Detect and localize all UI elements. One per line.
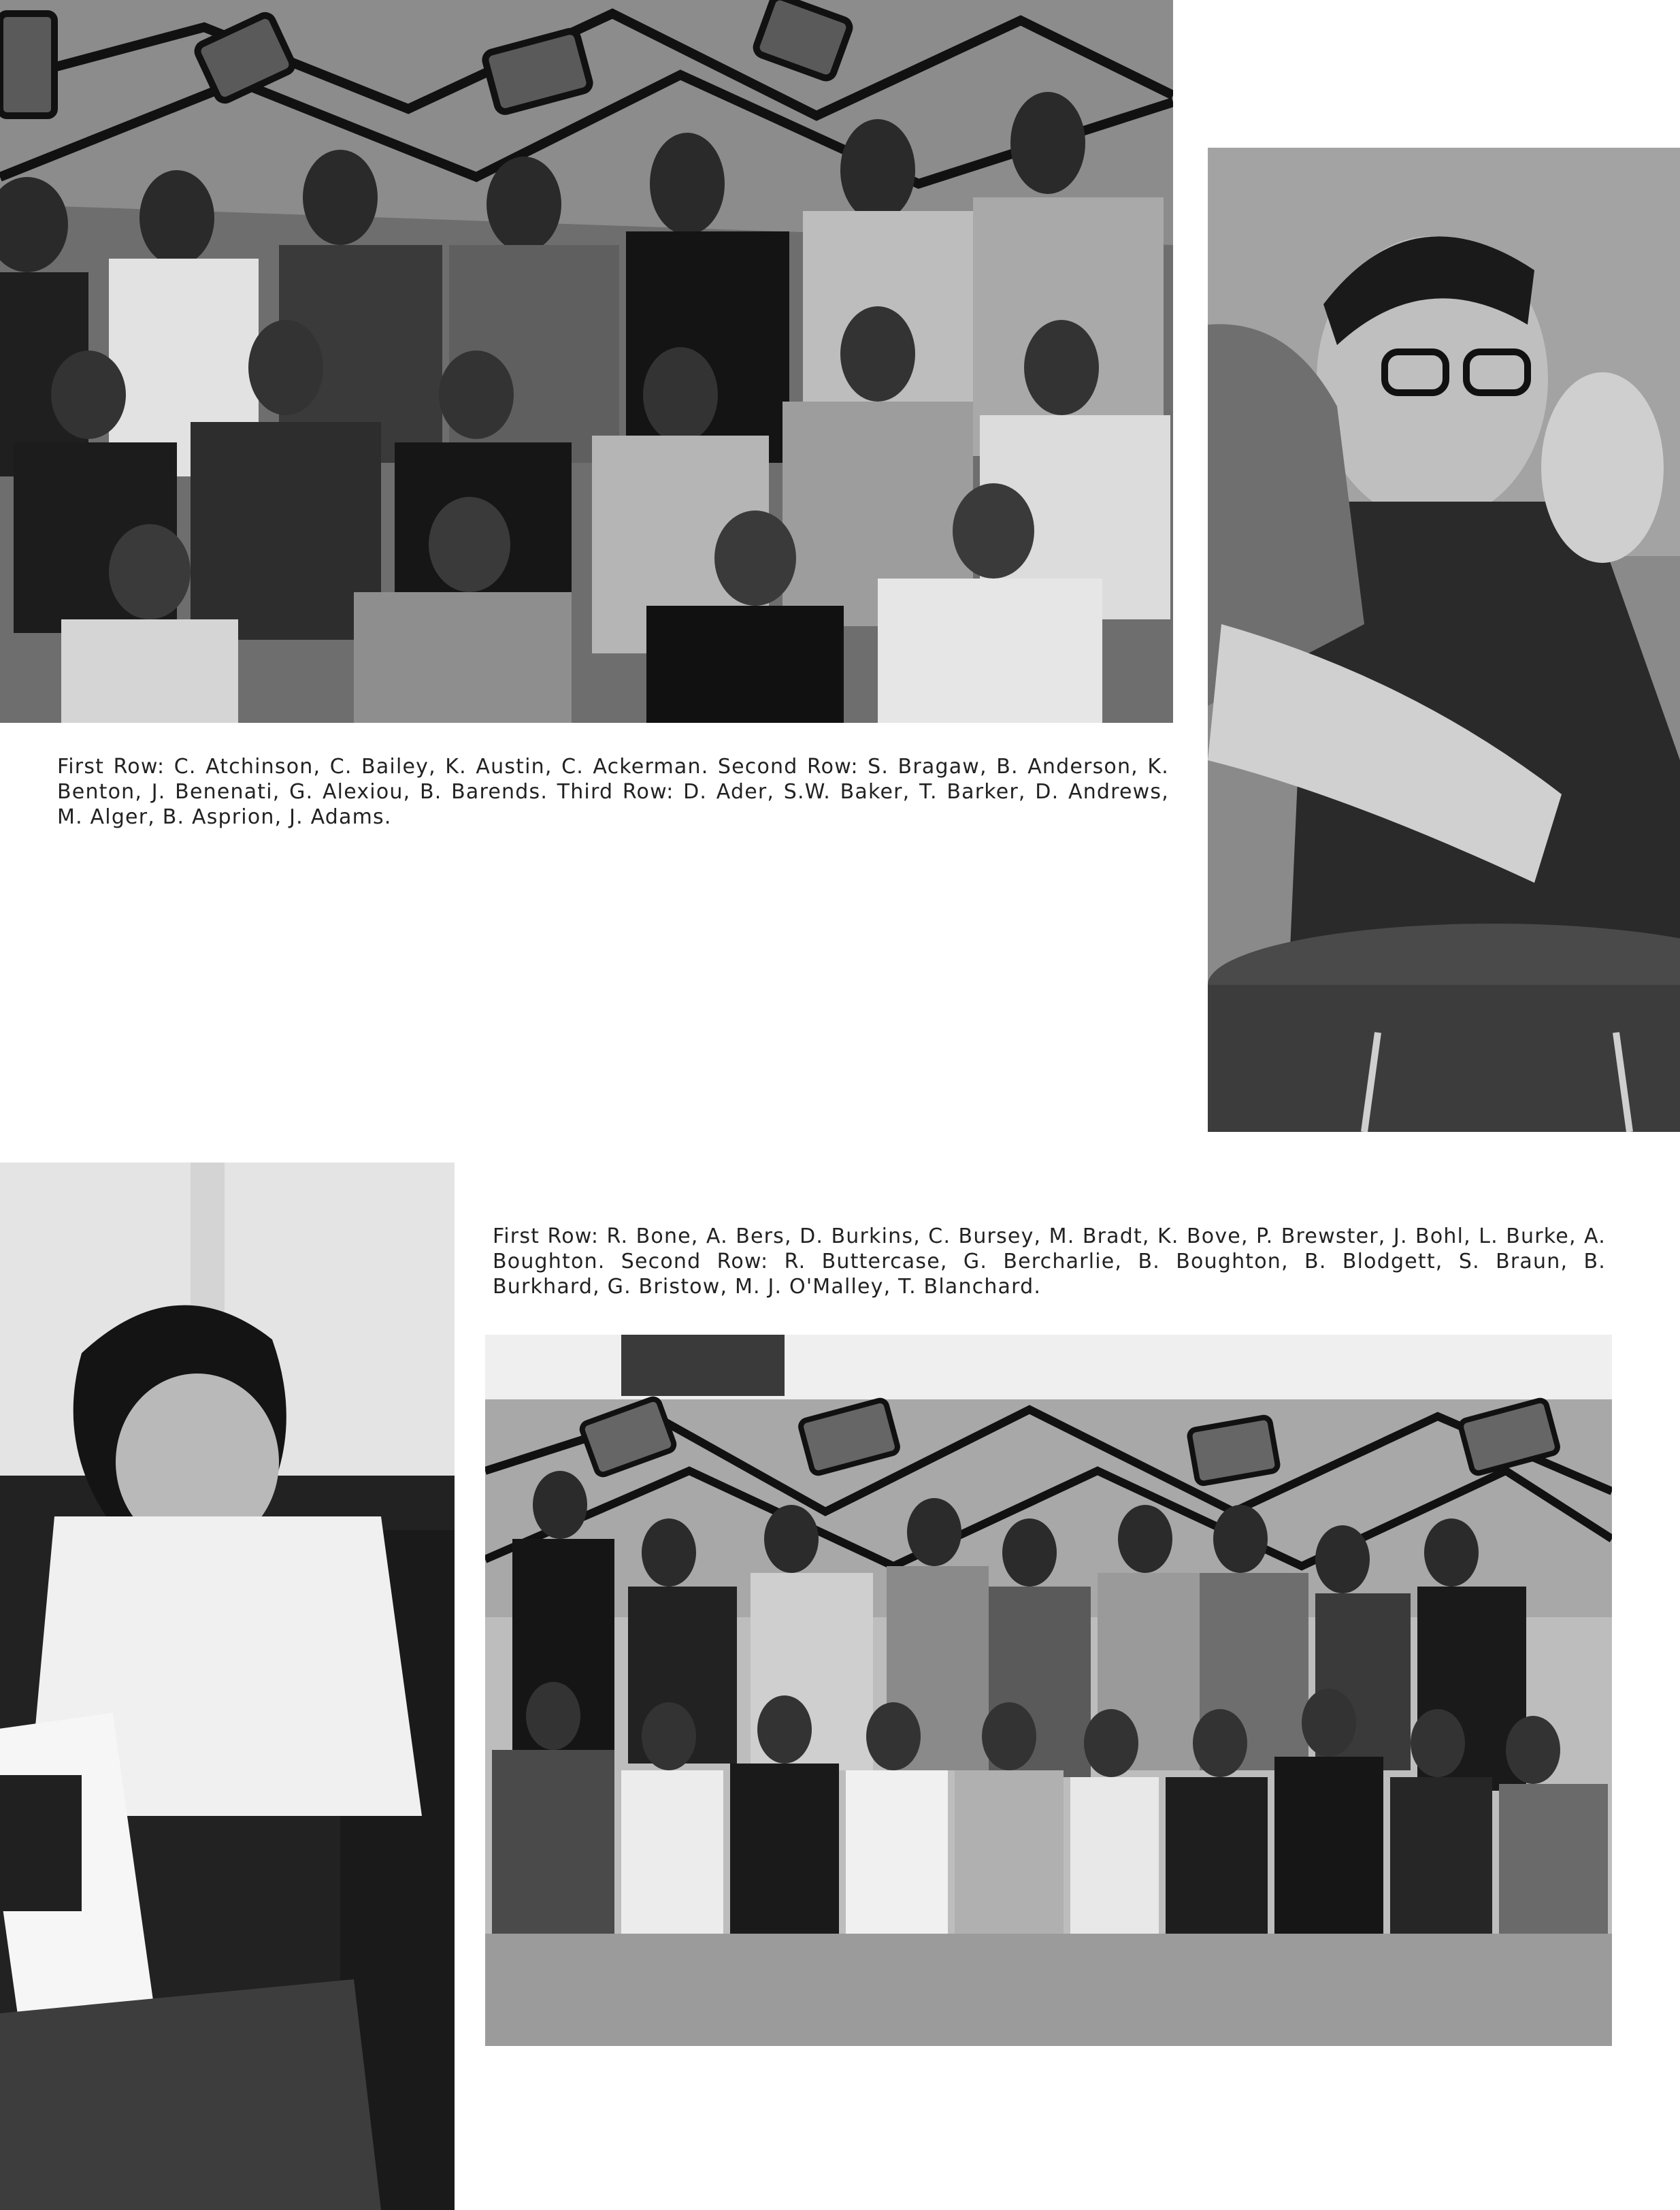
photo-bottom-group-image	[485, 1335, 1612, 2046]
photo-reader	[0, 1163, 455, 2210]
caption-top-group: First Row: C. Atchinson, C. Bailey, K. Austin, C. Ackerman. Second Row: S. Bragaw, B. Anderson, K. Benton, J. Benenati, G. Alexiou, B. Barends. Third Row: D. Ader, S.W. Baker, T. Barker, D. Andrews, M. Alger, B. Asprion, J. Adams.	[57, 755, 1169, 829]
photo-top-group-image	[0, 0, 1173, 723]
photo-reader-image	[0, 1163, 455, 2210]
photo-couple	[1208, 148, 1680, 1132]
photo-couple-image	[1208, 148, 1680, 1132]
caption-bottom-group: First Row: R. Bone, A. Bers, D. Burkins, C. Bursey, M. Bradt, K. Bove, P. Brewster, J. Bohl, L. Burke, A. Boughton. Second Row: R. Buttercase, G. Bercharlie, B. Boughton, B. Blodgett, S. Braun, B. Burkhard, G. Bristow, M. J. O'Malley, T. Blanchard.	[493, 1224, 1606, 1299]
photo-bottom-group	[485, 1335, 1612, 2046]
photo-top-group	[0, 0, 1173, 723]
